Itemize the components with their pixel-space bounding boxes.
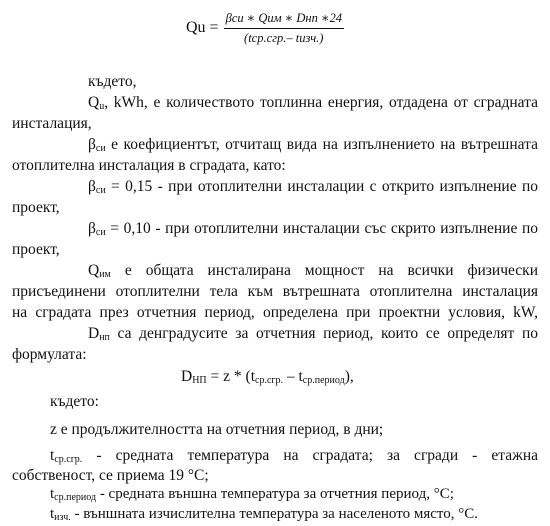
formula-lhs: Qu =: [186, 19, 219, 36]
t-period-text: - средната външна температура за отчетния период, °C;: [96, 486, 454, 502]
formula-numerator: βси ∗ Qим ∗ Dнп ∗24: [224, 11, 344, 29]
dnp-definition-line-1: [88, 325, 538, 343]
t-period-subscript: ср.период: [54, 492, 97, 503]
t-design-text: - външната изчислителна температура за населеното място, °C.: [70, 506, 479, 522]
qu-subscript: u: [99, 101, 105, 112]
beta-open-subscript: си: [95, 185, 106, 196]
t-design-symbol: t: [50, 506, 55, 522]
dnp-text: са денградусите за отчетния период, които се определят по: [109, 325, 538, 342]
qu-definition-line-1: [88, 94, 538, 112]
beta-definition-line-1: [88, 136, 538, 154]
beta-hidden-line-2: проект,: [12, 241, 60, 258]
dnp-symbol: D: [88, 325, 100, 342]
dnp-formula-t1-subscript: ср.сгр.: [255, 375, 283, 386]
beta-open-line-1: [88, 178, 538, 196]
t-building-text: - средната температура на сградата; за сгради - етажна: [82, 447, 538, 464]
qim-definition-line-2: присъединени отоплителни тела към вътрешната отоплителна инсталация: [12, 283, 538, 300]
dnp-formula-subscript: НП: [192, 375, 207, 386]
beta-subscript: си: [95, 143, 106, 154]
qu-definition-line-2: инсталация,: [12, 115, 92, 132]
beta-definition-line-2: отоплителна инсталация в сградата, като:: [12, 157, 286, 174]
qim-text: е общата инсталирана мощност на всички физически: [110, 262, 538, 279]
degree-days-formula: [181, 368, 354, 386]
beta-text: е коефициентът, отчитащ вида на изпълнението на вътрешната: [105, 136, 538, 153]
dnp-subscript: нп: [99, 332, 110, 343]
beta-open-text: = 0,15 - при отоплителни инсталации с открито изпълнение по: [105, 178, 538, 195]
t-building-line-2: собственост, се приема 19 °C;: [12, 467, 209, 484]
t-design-definition: [50, 505, 478, 523]
dnp-formula-t2-subscript: ср.период: [302, 375, 345, 386]
beta-symbol: β: [88, 136, 96, 153]
beta-open-line-2: проект,: [12, 199, 60, 216]
qim-subscript: им: [99, 269, 111, 280]
heat-energy-formula: [186, 8, 344, 48]
dnp-formula-mid: = z * (t: [206, 368, 255, 385]
formula-fraction: [224, 11, 344, 46]
dnp-formula-end: ),: [344, 368, 354, 385]
dnp-definition-line-2: формулата:: [12, 346, 87, 363]
qim-definition-line-3: на сградата през отчетния период, определена при проектни условия, kW,: [12, 304, 538, 321]
t-design-subscript: изч.: [54, 512, 71, 523]
beta-hidden-line-1: [88, 220, 538, 238]
qim-definition-line-1: [88, 262, 538, 280]
t-building-symbol: t: [50, 447, 55, 464]
beta-hidden-text: = 0,10 - при отоплителни инсталации със скрито изпълнение по: [105, 220, 538, 237]
qu-symbol: Q: [88, 94, 100, 111]
where-label-1: където,: [88, 73, 137, 90]
qim-symbol: Q: [88, 262, 100, 279]
t-period-definition: [50, 485, 454, 503]
qu-text: , kWh, е количеството топлинна енергия, отдадена от сградната: [104, 94, 538, 111]
z-definition: z е продължителността на отчетния период, в дни;: [50, 421, 384, 438]
where-label-2: където:: [50, 393, 99, 410]
beta-open-symbol: β: [88, 178, 96, 195]
t-building-subscript: ср.сгр.: [54, 454, 83, 465]
t-period-symbol: t: [50, 486, 55, 502]
formula-denominator: (tср.сгр.– tизч.): [244, 30, 324, 45]
beta-hidden-subscript: си: [95, 227, 106, 238]
beta-hidden-symbol: β: [88, 220, 96, 237]
dnp-formula-minus: – t: [282, 368, 303, 385]
dnp-formula-symbol: D: [181, 368, 193, 385]
t-building-line-1: [50, 447, 538, 465]
